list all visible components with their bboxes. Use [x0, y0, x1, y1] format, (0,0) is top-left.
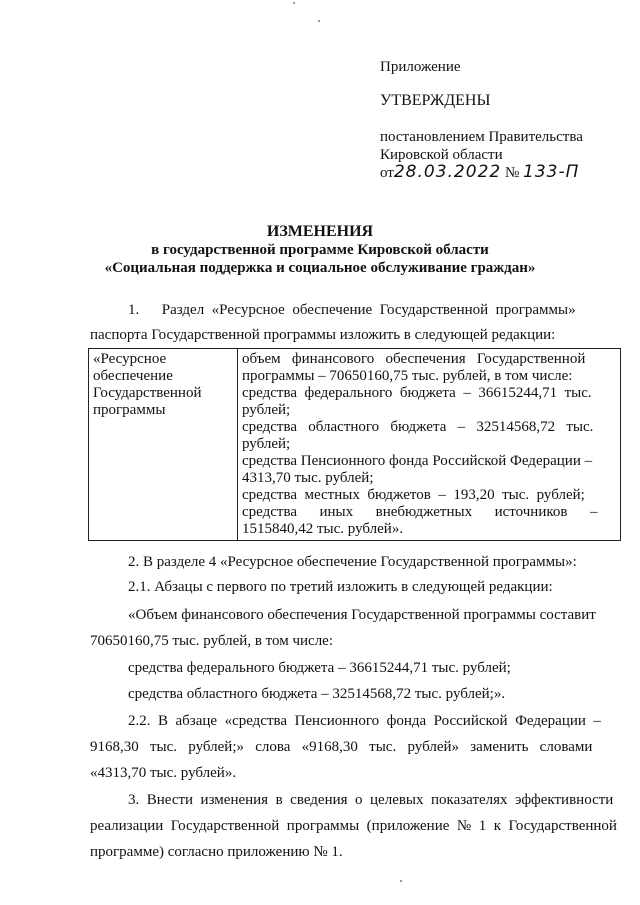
scan-speck — [400, 880, 402, 882]
table-cell-value — [238, 349, 621, 541]
value-line: рублей; — [242, 402, 291, 418]
decree-line-1: постановлением Правительства — [380, 129, 583, 145]
paragraph-2-2-line1: 2.2. В абзаце «средства Пенсионного фонда Российской Федерации – — [128, 713, 601, 729]
value-line: средства местных бюджетов – 193,20 тыс. рублей; — [242, 487, 585, 503]
paragraph-3-line2: реализации Государственной программы (приложение № 1 к Государственной — [90, 818, 617, 834]
label-line: Государственной — [93, 385, 202, 401]
scan-speck — [318, 20, 320, 22]
value-line: средства федерального бюджета – 36615244,71 тыс. — [242, 385, 592, 401]
number-prefix: № — [504, 165, 520, 181]
table-row — [89, 349, 621, 541]
value-line: рублей; — [242, 436, 291, 452]
value-line: средства Пенсионного фонда Российской Федерации – — [242, 453, 593, 469]
table-cell-label — [89, 349, 238, 541]
paragraph-2-1: 2.1. Абзацы с первого по третий изложить в следующей редакции: — [128, 579, 553, 595]
approved-label: УТВЕРЖДЕНЫ — [380, 92, 491, 109]
paragraph-3-line3: программе) согласно приложению № 1. — [90, 844, 343, 860]
label-line: программы — [93, 402, 166, 418]
scan-speck — [293, 2, 295, 4]
quote-line-2: 70650160,75 тыс. рублей, в том числе: — [90, 633, 334, 649]
value-line: программы – 70650160,75 тыс. рублей, в том числе: — [242, 368, 573, 384]
label-line: «Ресурсное — [93, 351, 167, 367]
document-title: ИЗМЕНЕНИЯ — [266, 223, 374, 240]
value-line: средства областного бюджета – 32514568,72 тыс. — [242, 419, 594, 435]
section1-line2: паспорта Государственной программы изложить в следующей редакции: — [90, 327, 556, 343]
value-line: 4313,70 тыс. рублей; — [242, 470, 374, 486]
value-line: объем финансового обеспечения Государственной — [242, 351, 586, 367]
federal-budget-line: средства федерального бюджета – 36615244,71 тыс. рублей; — [128, 660, 511, 676]
paragraph-2-2-line2: 9168,30 тыс. рублей;» слова «9168,30 тыс. рублей» заменить словами — [90, 739, 593, 755]
paragraph-3-line1: 3. Внести изменения в сведения о целевых показателях эффективности — [128, 792, 614, 808]
label-line: обеспечение — [93, 368, 173, 384]
value-line: средства иных внебюджетных источников – — [242, 504, 598, 520]
decree-line-2: Кировской области — [380, 147, 503, 163]
document-subtitle-1: в государственной программе Кировской области — [151, 242, 489, 258]
document-subtitle-2: «Социальная поддержка и социальное обслуживание граждан» — [104, 260, 536, 276]
paragraph-2: 2. В разделе 4 «Ресурсное обеспечение Государственной программы»: — [128, 554, 577, 570]
paragraph-2-2-line3: «4313,70 тыс. рублей». — [90, 765, 237, 781]
appendix-label: Приложение — [380, 59, 461, 75]
decree-date-line — [380, 163, 579, 182]
decree-number: 133-П — [523, 162, 580, 182]
quote-line-1: «Объем финансового обеспечения Государственной программы составит — [128, 607, 596, 623]
date-prefix: от — [380, 165, 394, 181]
resource-table — [88, 348, 621, 541]
regional-budget-line: средства областного бюджета – 32514568,72 тыс. рублей;». — [128, 686, 506, 702]
section1-line1: 1. Раздел «Ресурсное обеспечение Государственной программы» — [128, 302, 576, 318]
decree-date: 28.03.2022 — [393, 162, 502, 182]
value-line: 1515840,42 тыс. рублей». — [242, 521, 404, 537]
